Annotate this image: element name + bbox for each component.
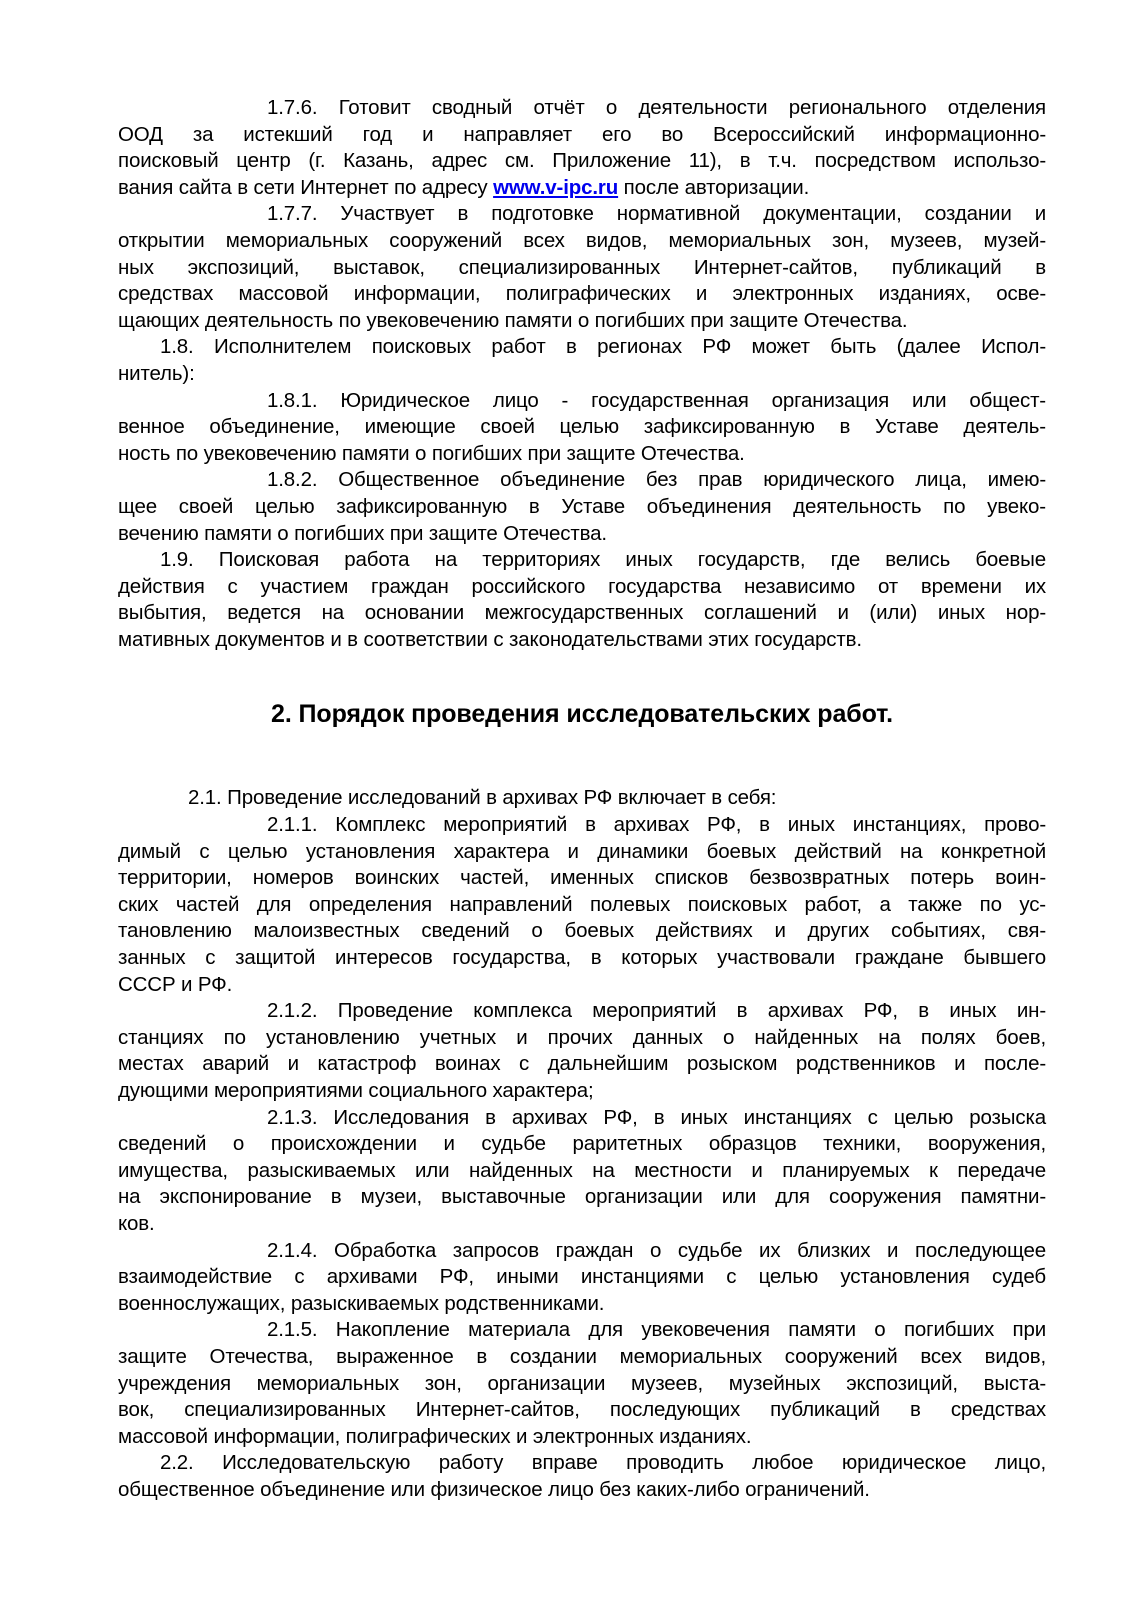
text-line: тановлению малоизвестных сведений о боевых действиях и других событиях, свя-	[118, 919, 1046, 943]
paragraph-1.7.7	[118, 201, 1046, 334]
text-line: сведений о происхождении и судьбе раритетных образцов техники, вооружения,	[118, 1132, 1046, 1156]
text-line: щее своей целью зафиксированную в Уставе объединения деятельность по увеко-	[118, 494, 1046, 518]
text-line: 1.9. Поисковая работа на территориях иных государств, где велись боевые	[160, 548, 1046, 572]
paragraph-2.1.1	[118, 812, 1046, 998]
text-line: дующими мероприятиями социального характера;	[118, 1079, 594, 1102]
text-line: щающих деятельность по увековечению памяти о погибших при защите Отечества.	[118, 308, 908, 332]
paragraph-1.9	[118, 547, 1046, 653]
text-line: занных с защитой интересов государства, в которых участвовали граждане бывшего	[118, 946, 1046, 970]
paragraph-1.8.2	[118, 467, 1046, 547]
paragraph-1.7.6	[118, 95, 1046, 201]
text-line: военнослужащих, разыскиваемых родственниками.	[118, 1291, 605, 1315]
text-line: выбытия, ведется на основании межгосударственных соглашений и (или) иных нор-	[118, 601, 1046, 625]
text-line: 2.2. Исследовательскую работу вправе проводить любое юридическое лицо,	[160, 1451, 1046, 1475]
text-line: учреждения мемориальных зон, организации музеев, музейных экспозиций, выста-	[118, 1371, 1046, 1395]
text-line: ных экспозиций, выставок, специализированных Интернет-сайтов, публикаций в	[118, 255, 1046, 279]
text-line: общественное объединение или физическое лицо без каких-либо ограничений.	[118, 1477, 870, 1501]
paragraph-2.2	[118, 1450, 1046, 1503]
text-line	[118, 175, 1046, 202]
paragraph-1.8.1	[118, 388, 1046, 468]
text-line: мативных документов и в соответствии с законодательствами этих государств.	[118, 627, 862, 651]
text-line: взаимодействие с архивами РФ, иными инстанциями с целью установления судеб	[118, 1265, 1046, 1289]
text-line: на экспонирование в музеи, выставочные организации или для сооружения памятни-	[118, 1185, 1046, 1209]
text-line: местах аварий и катастроф воинах с дальнейшим розыском родственников и после-	[118, 1052, 1046, 1076]
text-span: после авторизации.	[618, 175, 810, 199]
text-line: ность по увековечению памяти о погибших при защите Отечества.	[118, 441, 745, 465]
text-line: действия с участием граждан российского государства независимо от времени их	[118, 574, 1046, 598]
text-line: массовой информации, полиграфических и электронных изданиях.	[118, 1424, 752, 1448]
text-line: 2.1.1. Комплекс мероприятий в архивах РФ, в иных инстанциях, прово-	[267, 813, 1046, 837]
text-line: 2.1. Проведение исследований в архивах РФ включает в себя:	[188, 786, 777, 810]
text-line: 1.7.6. Готовит сводный отчёт о деятельности регионального отделения	[267, 96, 1046, 119]
text-line: ков.	[118, 1211, 155, 1235]
text-line: имущества, разыскиваемых или найденных на местности и планируемых к передаче	[118, 1158, 1046, 1182]
text-line: нитель):	[118, 361, 195, 385]
text-line: станциях по установлению учетных и прочих данных о найденных на полях боев,	[118, 1025, 1046, 1049]
text-line: ских частей для определения направлений полевых поисковых работ, а также по ус-	[118, 892, 1046, 916]
text-line: венное объединение, имеющие своей целью зафиксированную в Уставе деятель-	[118, 415, 1046, 439]
text-line: 1.8. Исполнителем поисковых работ в регионах РФ может быть (далее Испол-	[160, 335, 1046, 359]
section-heading: 2. Порядок проведения исследовательских работ.	[271, 700, 893, 729]
website-link[interactable]: www.v-ipc.ru	[493, 175, 619, 199]
text-line: 2.1.2. Проведение комплекса мероприятий в архивах РФ, в иных ин-	[267, 999, 1046, 1023]
text-line: территории, номеров воинских частей, именных списков безвозвратных потерь воин-	[118, 866, 1046, 890]
paragraph-2.1.5	[118, 1317, 1046, 1450]
text-line: 1.8.2. Общественное объединение без прав юридического лица, имею-	[267, 468, 1046, 492]
text-line: вок, специализированных Интернет-сайтов, последующих публикаций в средствах	[118, 1398, 1046, 1422]
text-line: СССР и РФ.	[118, 972, 233, 996]
text-line: защите Отечества, выраженное в создании мемориальных сооружений всех видов,	[118, 1344, 1046, 1368]
text-line: 2.1.4. Обработка запросов граждан о судьбе их близких и последующее	[267, 1238, 1046, 1262]
text-line: поисковый центр (г. Казань, адрес см. Приложение 11), в т.ч. посредством использо-	[118, 149, 1046, 173]
paragraph-2.1.4	[118, 1238, 1046, 1318]
text-line: 1.7.7. Участвует в подготовке нормативной документации, создании и	[267, 202, 1046, 226]
text-span: вания сайта в сети Интернет по адресу	[118, 175, 494, 199]
text-line: средствах массовой информации, полиграфических и электронных изданиях, осве-	[118, 282, 1046, 306]
paragraph-2.1	[118, 785, 1046, 812]
text-line: ООД за истекший год и направляет его во Всероссийский информационно-	[118, 122, 1046, 146]
text-line: димый с целью установления характера и динамики боевых действий на конкретной	[118, 839, 1046, 863]
text-line: открытии мемориальных сооружений всех видов, мемориальных зон, музеев, музей-	[118, 228, 1046, 252]
text-line: 1.8.1. Юридическое лицо - государственная организация или общест-	[267, 388, 1046, 412]
text-line: вечению памяти о погибших при защите Отечества.	[118, 521, 607, 545]
paragraph-2.1.3	[118, 1105, 1046, 1238]
text-line: 2.1.3. Исследования в архивах РФ, в иных инстанциях с целью розыска	[267, 1105, 1046, 1129]
text-line: 2.1.5. Накопление материала для увековечения памяти о погибших при	[267, 1318, 1046, 1342]
paragraph-2.1.2	[118, 998, 1046, 1104]
paragraph-1.8	[118, 334, 1046, 387]
